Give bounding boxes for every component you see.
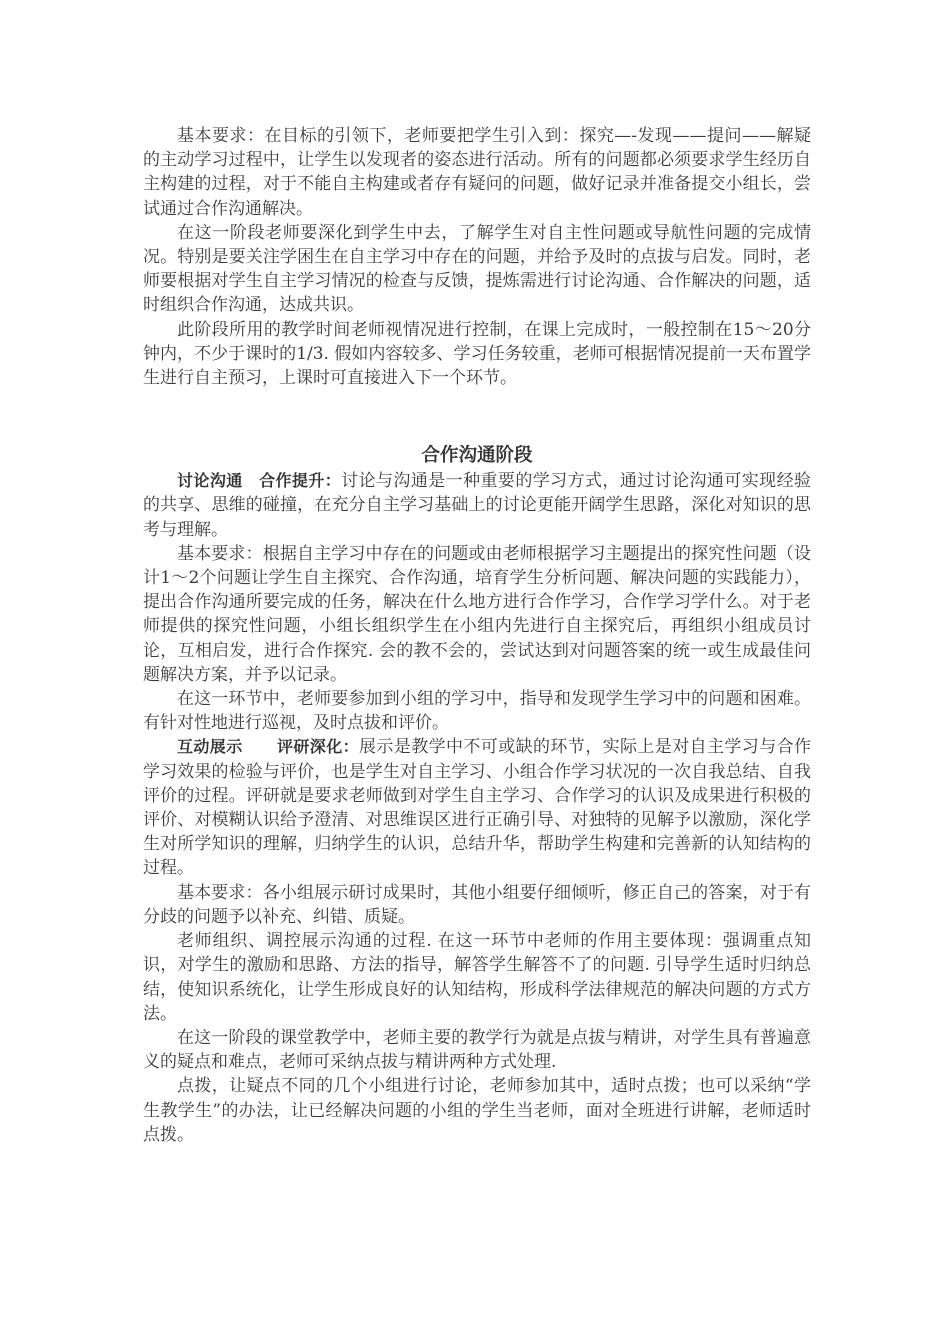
paragraph-discussion-text: 讨论与沟通是一种重要的学习方式，通过讨论沟通可实现经验的共享、思维的碰撞，在充分自主学习基础上的讨论更能开阔学生思路，深化对知识的思考与理解。 [143, 471, 811, 540]
paragraph-cooperation-requirements: 基本要求：根据自主学习中存在的问题或由老师根据学习主题提出的探究性问题（设计1～2个问题让学生自主探究、合作沟通，培育学生分析问题、解决问题的实践能力），提出合作沟通所要完成的任务，解决在什么地方进行合作学习，合作学习学什么。对于老师提供的探究性问题，小组长组织学生在小组内先进行自主探究后，再组织小组成员讨论，互相启发，进行合作探究. 会的教不会的，尝试达到对问题答案的统一或生成最佳问题解决方案，并予以记录。 [143, 543, 811, 685]
paragraph-teacher-participation: 在这一环节中，老师要参加到小组的学习中，指导和发现学生学习中的问题和困难。有针对性地进行巡视，及时点拔和评价。 [143, 689, 811, 734]
document-body [143, 124, 811, 1147]
lead-title-improvement: 合作提升： [258, 471, 342, 491]
lead-title-evaluation: 评研深化： [276, 737, 360, 757]
lead-title-presentation: 互动展示 [177, 737, 243, 757]
paragraph-teacher-guidance: 在这一阶段老师要深化到学生中去，了解学生对自主性问题或导航性问题的完成情况。特别是要关注学困生在自主学习中存在的问题，并给予及时的点拔与启发。同时，老师要根据对学生自主学习情况的检查与反馈，提炼需进行讨论沟通、合作解决的问题，适时组织合作沟通，达成共识。 [143, 222, 811, 316]
paragraph-presentation-intro [143, 735, 811, 880]
paragraph-teacher-role: 老师组织、调控展示沟通的过程. 在这一环节中老师的作用主要体现：强调重点知识，对学生的激励和思路、方法的指导，解答学生解答不了的问题. 引导学生适时归纳总结，使知识系统化，让学生形成良好的认知结构，形成科学法律规范的解决问题的方式方法。 [143, 931, 811, 1024]
paragraph-basic-requirements: 基本要求：在目标的引领下，老师要把学生引入到：探究—-发现——提问——解疑的主动学习过程中，让学生以发现者的姿态进行活动。所有的问题都必须要求学生经历自主构建的过程，对于不能自主构建或者存有疑问的问题，做好记录并准备提交小组长，尝试通过合作沟通解决。 [143, 126, 811, 219]
paragraph-presentation-requirements: 基本要求：各小组展示研讨成果时，其他小组要仔细倾听，修正自己的答案，对于有分歧的问题予以补充、纠错、质疑。 [143, 882, 811, 927]
paragraph-time-control: 此阶段所用的教学时间老师视情况进行控制，在课上完成时，一般控制在15～20分钟内，不少于课时的1/3. 假如内容较多、学习任务较重，老师可根据情况提前一天布置学生进行自主预习，上课时可直接进入下一个环节。 [143, 319, 811, 389]
section-heading: 合作沟通阶段 [421, 445, 533, 467]
paragraph-guidance-method: 点拨，让疑点不同的几个小组进行讨论，老师参加其中，适时点拨；也可以采纳“学生教学生”的办法，让已经解决问题的小组的学生当老师，面对全班进行讲解，老师适时点拨。 [143, 1076, 811, 1145]
lead-title-discussion: 讨论沟通 [177, 471, 243, 491]
paragraph-presentation-text: 展示是教学中不可或缺的环节，实际上是对自主学习与合作学习效果的检验与评价，也是学生对自主学习、小组合作学习状况的一次自我总结、自我评价的过程。评研就是要求老师做到对学生自主学习、合作学习的认识及成果进行积极的评价、对模糊认识给予澄清、对思维误区进行正确引导、对独特的见解予以激励，深化学生对所学知识的理解，归纳学生的认识，总结升华，帮助学生构建和完善新的认知结构的过程。 [143, 737, 811, 879]
paragraph-discussion-intro [143, 469, 811, 542]
paragraph-teaching-behavior: 在这一阶段的课堂教学中，老师主要的教学行为就是点拔与精讲，对学生具有普遍意义的疑点和难点，老师可采纳点拔与精讲两种方式处理. [143, 1027, 811, 1073]
